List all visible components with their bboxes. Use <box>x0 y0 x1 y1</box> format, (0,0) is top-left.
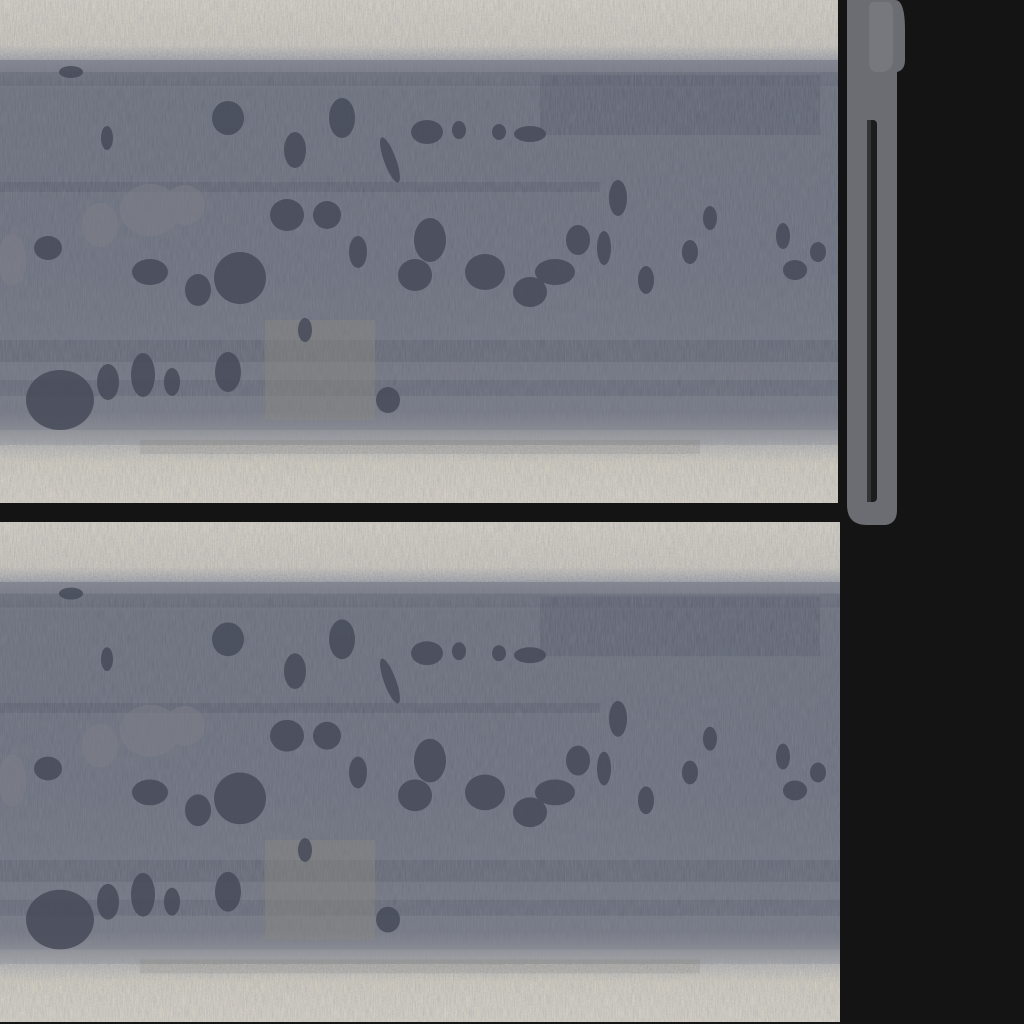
road-texture-bottom <box>0 522 840 1022</box>
road-texture-top <box>0 0 838 503</box>
texture-panel-bottom <box>0 522 840 1022</box>
texture-panel-top <box>0 0 838 503</box>
handle-shape <box>847 0 905 525</box>
scroll-handle[interactable] <box>847 0 905 525</box>
